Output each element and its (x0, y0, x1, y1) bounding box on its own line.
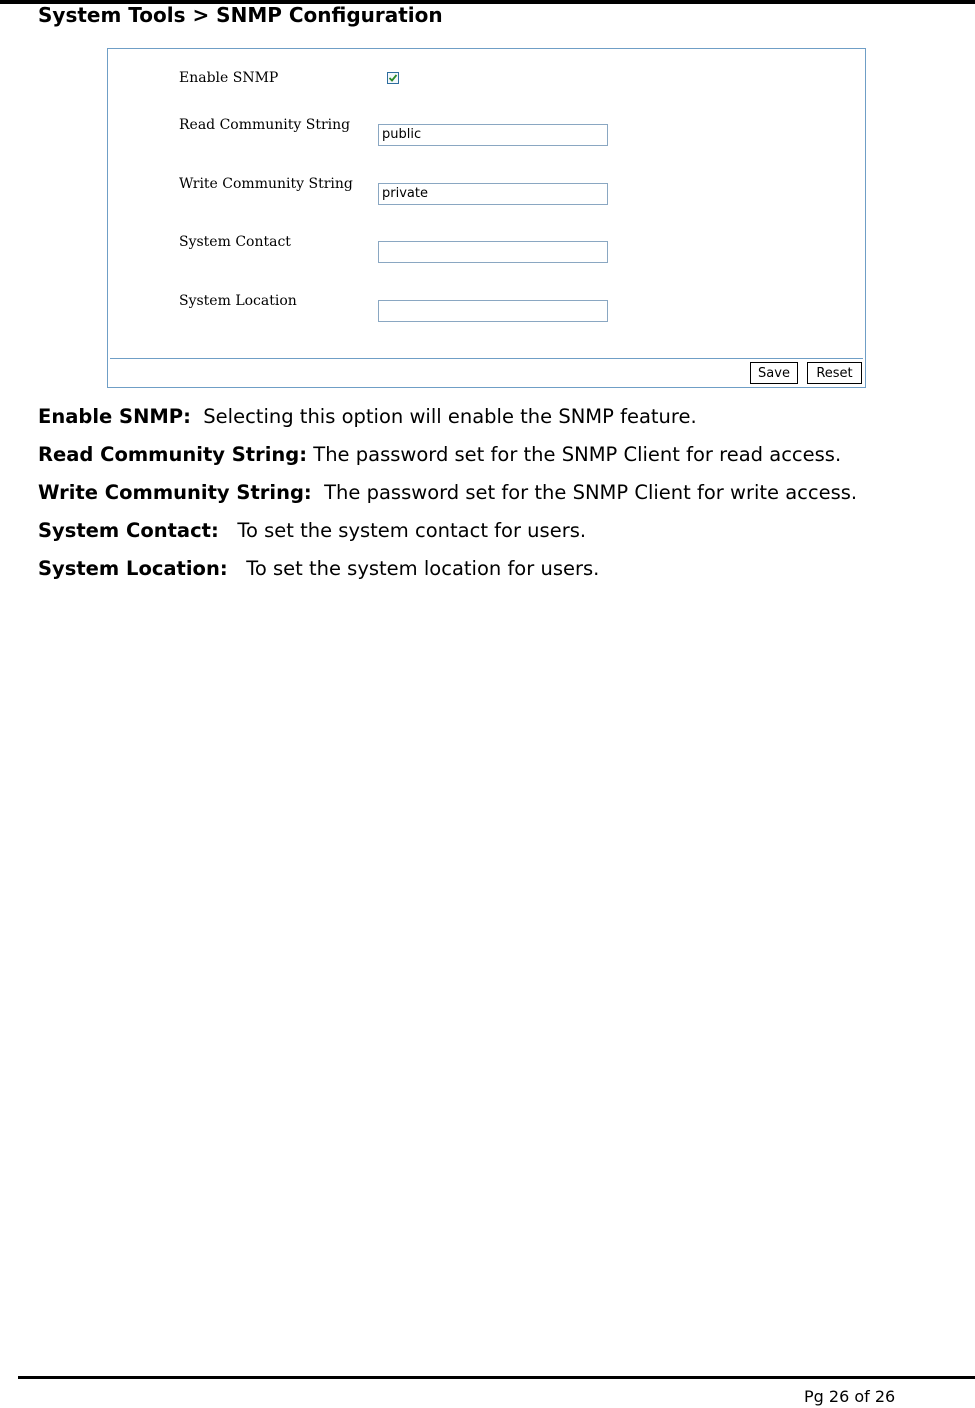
desc-read-community (38, 443, 841, 466)
enable-snmp-label: Enable SNMP (179, 70, 279, 86)
reset-button[interactable]: Reset (807, 362, 862, 384)
desc-term: Write Community String: (38, 481, 312, 504)
page-number: Pg 26 of 26 (804, 1387, 896, 1406)
desc-term: Read Community String: (38, 443, 308, 466)
desc-enable-snmp (38, 405, 697, 428)
enable-snmp-checkbox[interactable] (387, 72, 399, 84)
checkmark-icon (388, 73, 398, 83)
desc-term: System Location: (38, 557, 228, 580)
desc-text: To set the system location for users. (246, 557, 600, 580)
footer-rule (18, 1376, 975, 1379)
desc-term: Enable SNMP: (38, 405, 191, 428)
button-divider (110, 358, 863, 359)
read-community-label: Read Community String (179, 117, 351, 133)
desc-system-contact (38, 519, 586, 542)
system-contact-input[interactable] (378, 241, 608, 263)
read-community-input[interactable]: public (378, 124, 608, 146)
system-location-label: System Location (179, 293, 297, 309)
system-location-input[interactable] (378, 300, 608, 322)
desc-text: The password set for the SNMP Client for read access. (313, 443, 842, 466)
desc-text: The password set for the SNMP Client for write access. (324, 481, 858, 504)
desc-write-community (38, 481, 857, 504)
write-community-input[interactable]: private (378, 183, 608, 205)
desc-term: System Contact: (38, 519, 219, 542)
write-community-label: Write Community String (179, 176, 353, 192)
desc-system-location (38, 557, 599, 580)
system-contact-label: System Contact (179, 234, 291, 250)
page-title: System Tools > SNMP Configuration (38, 3, 443, 27)
snmp-config-panel (107, 48, 866, 388)
save-button[interactable]: Save (750, 362, 798, 384)
desc-text: Selecting this option will enable the SNMP feature. (203, 405, 697, 428)
desc-text: To set the system contact for users. (237, 519, 587, 542)
